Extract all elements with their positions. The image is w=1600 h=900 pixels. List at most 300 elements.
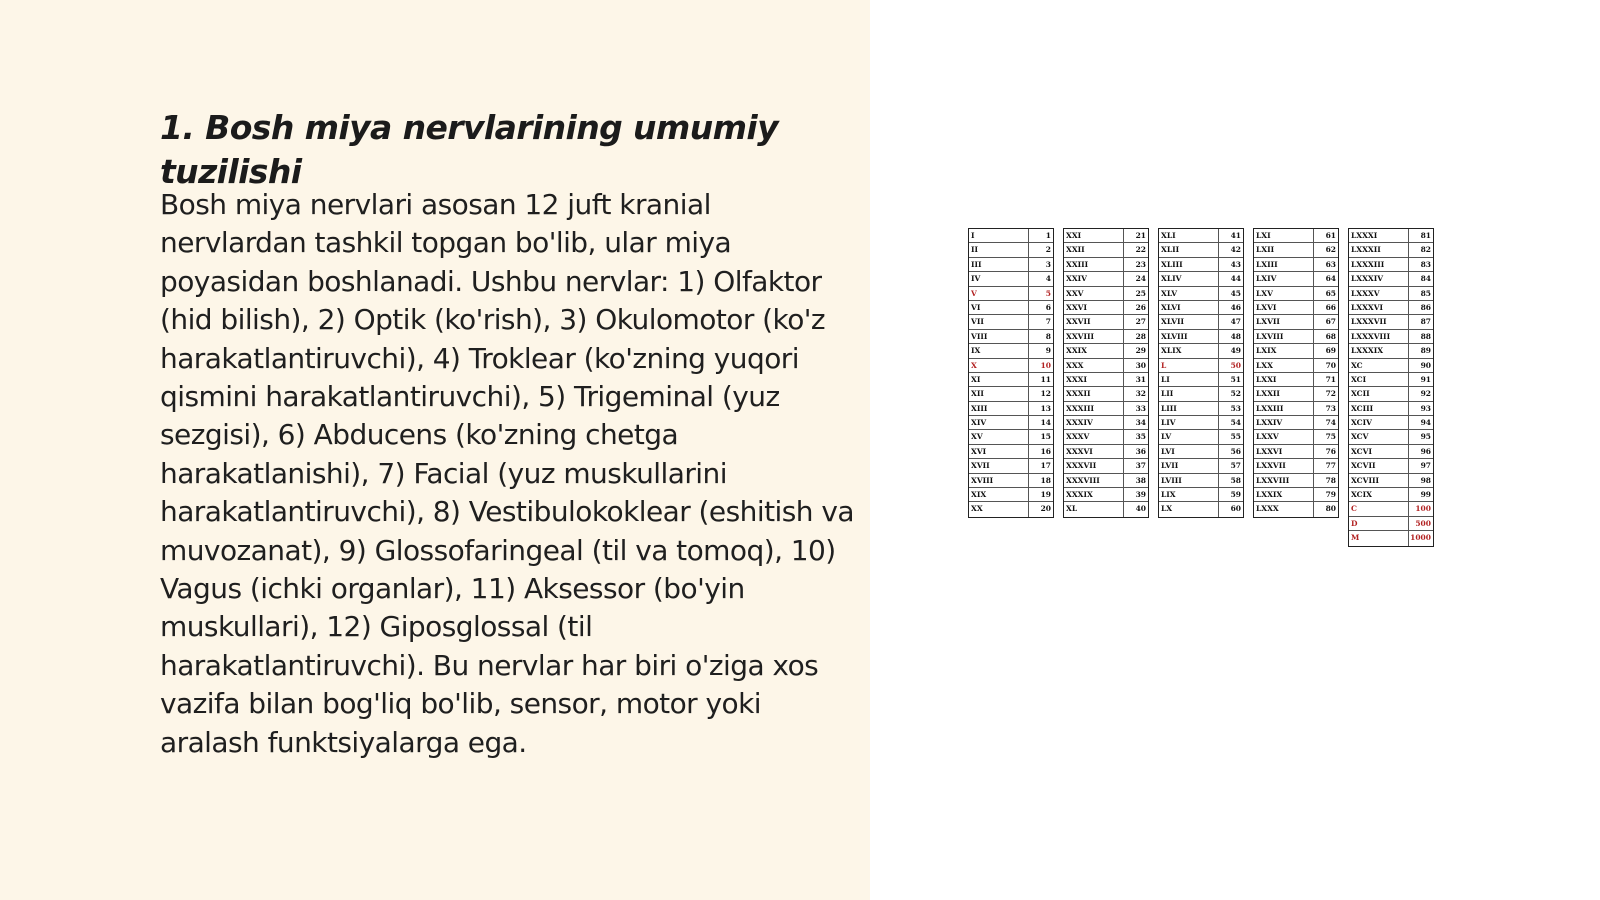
roman-numeral-cell: LXXXI	[1349, 229, 1409, 242]
arabic-number-cell: 31	[1135, 374, 1146, 384]
roman-numeral-cell: XIII	[969, 402, 1029, 415]
roman-numeral-cell: XC	[1349, 359, 1409, 372]
roman-numeral-cell: XXII	[1064, 243, 1124, 256]
roman-numeral-cell: VIII	[969, 330, 1029, 343]
roman-table-row	[1349, 373, 1433, 387]
roman-numeral-cell: XII	[969, 387, 1029, 400]
roman-table-column	[1063, 228, 1149, 518]
arabic-number-cell: 91	[1420, 374, 1431, 384]
arabic-number-cell: 1	[1045, 231, 1051, 240]
roman-table-row	[1254, 416, 1338, 430]
roman-numeral-cell: LII	[1159, 387, 1219, 400]
roman-table-row	[1064, 445, 1148, 459]
roman-numeral-cell: XXXIV	[1064, 416, 1124, 429]
roman-table-row	[1349, 459, 1433, 473]
arabic-number-cell: 15	[1040, 432, 1051, 442]
roman-numeral-cell: XLVII	[1159, 315, 1219, 328]
arabic-number-cell: 89	[1420, 346, 1431, 356]
roman-table-row	[1254, 229, 1338, 243]
roman-numeral-cell: LXVII	[1254, 315, 1314, 328]
roman-table-row	[969, 229, 1053, 243]
roman-table-row	[1254, 359, 1338, 373]
roman-numeral-cell: XCIII	[1349, 402, 1409, 415]
roman-numeral-cell: LXXXVI	[1349, 301, 1409, 314]
arabic-number-cell: 74	[1325, 418, 1336, 428]
roman-table-row	[1064, 502, 1148, 516]
roman-numeral-cell: XL	[1064, 502, 1124, 516]
roman-table-row	[1254, 459, 1338, 473]
roman-table-row	[1349, 430, 1433, 444]
arabic-number-cell: 78	[1325, 475, 1336, 485]
roman-table-row	[969, 502, 1053, 516]
roman-table-row	[969, 243, 1053, 257]
arabic-number-cell: 99	[1420, 490, 1431, 500]
arabic-number-cell: 95	[1420, 432, 1431, 442]
roman-numeral-cell: XXX	[1064, 359, 1124, 372]
roman-table-row	[1064, 315, 1148, 329]
roman-numeral-cell: LXXXVII	[1349, 315, 1409, 328]
arabic-number-cell: 42	[1230, 245, 1241, 255]
roman-numeral-cell: D	[1349, 517, 1409, 530]
roman-table-row	[1064, 387, 1148, 401]
roman-numeral-cell: LIV	[1159, 416, 1219, 429]
roman-numeral-cell: LXXV	[1254, 430, 1314, 443]
roman-numeral-cell: LXV	[1254, 287, 1314, 300]
roman-table-row	[1159, 416, 1243, 430]
arabic-number-cell: 86	[1420, 302, 1431, 312]
roman-numeral-cell: LV	[1159, 430, 1219, 443]
roman-numeral-cell: LX	[1159, 502, 1219, 516]
roman-numeral-cell: LXXXIX	[1349, 344, 1409, 357]
roman-table-row	[969, 488, 1053, 502]
roman-table-row	[1349, 287, 1433, 301]
roman-table-row	[1064, 373, 1148, 387]
arabic-number-cell: 58	[1230, 475, 1241, 485]
roman-table-row	[1254, 243, 1338, 257]
roman-numeral-cell: XXVIII	[1064, 330, 1124, 343]
roman-numeral-cell: XXXVIII	[1064, 474, 1124, 487]
arabic-number-cell: 4	[1045, 274, 1051, 284]
arabic-number-cell: 22	[1135, 245, 1146, 255]
roman-table-row	[1254, 474, 1338, 488]
roman-table-row	[969, 272, 1053, 286]
roman-table-row	[1349, 272, 1433, 286]
roman-numeral-cell: LXXIII	[1254, 402, 1314, 415]
arabic-number-cell: 5	[1045, 288, 1051, 298]
arabic-number-cell: 53	[1230, 403, 1241, 413]
roman-table-row	[1064, 258, 1148, 272]
roman-table-row	[1254, 315, 1338, 329]
arabic-number-cell: 47	[1230, 317, 1241, 327]
arabic-number-cell: 38	[1135, 475, 1146, 485]
roman-table-row	[1064, 287, 1148, 301]
arabic-number-cell: 63	[1325, 259, 1336, 269]
roman-numeral-cell: LXXVIII	[1254, 474, 1314, 487]
roman-numeral-cell: XIX	[969, 488, 1029, 501]
arabic-number-cell: 41	[1230, 231, 1241, 240]
roman-table-row	[1254, 502, 1338, 516]
roman-table-row	[1349, 359, 1433, 373]
roman-table-column	[1348, 228, 1434, 547]
roman-table-row	[1064, 474, 1148, 488]
roman-table-row	[1159, 315, 1243, 329]
roman-numeral-cell: XCIV	[1349, 416, 1409, 429]
roman-table-row	[1349, 531, 1433, 545]
arabic-number-cell: 32	[1135, 389, 1146, 399]
roman-table-row	[969, 416, 1053, 430]
roman-table-row	[1254, 430, 1338, 444]
roman-numeral-cell: XXVI	[1064, 301, 1124, 314]
roman-table-row	[1349, 387, 1433, 401]
roman-table-row	[1159, 387, 1243, 401]
roman-table-column	[1253, 228, 1339, 518]
roman-table-row	[1254, 330, 1338, 344]
arabic-number-cell: 27	[1135, 317, 1146, 327]
roman-numeral-cell: XXIII	[1064, 258, 1124, 271]
arabic-number-cell: 67	[1325, 317, 1336, 327]
arabic-number-cell: 2	[1045, 245, 1051, 255]
arabic-number-cell: 87	[1420, 317, 1431, 327]
arabic-number-cell: 94	[1420, 418, 1431, 428]
arabic-number-cell: 55	[1230, 432, 1241, 442]
arabic-number-cell: 16	[1040, 446, 1051, 456]
arabic-number-cell: 71	[1325, 374, 1336, 384]
arabic-number-cell: 45	[1230, 288, 1241, 298]
roman-table-row	[1349, 488, 1433, 502]
arabic-number-cell: 36	[1135, 446, 1146, 456]
arabic-number-cell: 79	[1325, 490, 1336, 500]
roman-numeral-cell: LXXXV	[1349, 287, 1409, 300]
roman-table-row	[1159, 287, 1243, 301]
roman-numeral-cell: X	[969, 359, 1029, 372]
roman-numeral-cell: XXXIX	[1064, 488, 1124, 501]
roman-numeral-cell: LXXXIII	[1349, 258, 1409, 271]
roman-numeral-cell: LXXXIV	[1349, 272, 1409, 285]
roman-numeral-cell: IV	[969, 272, 1029, 285]
roman-table-row	[1254, 344, 1338, 358]
roman-numeral-cell: LIX	[1159, 488, 1219, 501]
arabic-number-cell: 34	[1135, 418, 1146, 428]
roman-table-row	[1159, 258, 1243, 272]
roman-table-row	[1349, 258, 1433, 272]
roman-table-row	[1064, 272, 1148, 286]
roman-table-row	[969, 373, 1053, 387]
arabic-number-cell: 10	[1040, 360, 1051, 370]
roman-table-row	[1254, 272, 1338, 286]
arabic-number-cell: 44	[1230, 274, 1241, 284]
roman-numeral-cell: XCI	[1349, 373, 1409, 386]
roman-numeral-cell: LXXI	[1254, 373, 1314, 386]
roman-table-row	[1159, 430, 1243, 444]
arabic-number-cell: 77	[1325, 461, 1336, 471]
arabic-number-cell: 72	[1325, 389, 1336, 399]
roman-table-row	[1159, 488, 1243, 502]
roman-table-row	[969, 287, 1053, 301]
roman-numeral-cell: XLIV	[1159, 272, 1219, 285]
roman-table-row	[969, 258, 1053, 272]
roman-numeral-cell: XXXI	[1064, 373, 1124, 386]
roman-table-row	[1254, 258, 1338, 272]
roman-table-row	[1349, 243, 1433, 257]
roman-table-row	[1349, 502, 1433, 516]
roman-table-column	[968, 228, 1054, 518]
roman-table-row	[1254, 301, 1338, 315]
arabic-number-cell: 13	[1040, 403, 1051, 413]
arabic-number-cell: 81	[1420, 231, 1431, 240]
roman-numeral-cell: LVII	[1159, 459, 1219, 472]
arabic-number-cell: 70	[1325, 360, 1336, 370]
roman-numeral-cell: XXVII	[1064, 315, 1124, 328]
roman-table-row	[1349, 315, 1433, 329]
roman-table-row	[1159, 373, 1243, 387]
roman-numeral-cell: LXI	[1254, 229, 1314, 242]
arabic-number-cell: 82	[1420, 245, 1431, 255]
arabic-number-cell: 59	[1230, 490, 1241, 500]
roman-table-row	[1064, 301, 1148, 315]
arabic-number-cell: 30	[1135, 360, 1146, 370]
roman-table-row	[969, 459, 1053, 473]
arabic-number-cell: 500	[1415, 518, 1431, 528]
roman-table-row	[1159, 445, 1243, 459]
arabic-number-cell: 43	[1230, 259, 1241, 269]
arabic-number-cell: 88	[1420, 331, 1431, 341]
arabic-number-cell: 64	[1325, 274, 1336, 284]
roman-numeral-cell: XCVIII	[1349, 474, 1409, 487]
arabic-number-cell: 12	[1040, 389, 1051, 399]
arabic-number-cell: 56	[1230, 446, 1241, 456]
roman-table-row	[1159, 402, 1243, 416]
arabic-number-cell: 90	[1420, 360, 1431, 370]
roman-numeral-cell: XLIII	[1159, 258, 1219, 271]
arabic-number-cell: 18	[1040, 475, 1051, 485]
roman-numeral-cell: XXXII	[1064, 387, 1124, 400]
roman-table-row	[969, 359, 1053, 373]
arabic-number-cell: 6	[1045, 302, 1051, 312]
roman-table-row	[1159, 243, 1243, 257]
roman-table-row	[1159, 502, 1243, 516]
arabic-number-cell: 39	[1135, 490, 1146, 500]
roman-numeral-cell: LXXVI	[1254, 445, 1314, 458]
roman-table-row	[1349, 402, 1433, 416]
arabic-number-cell: 48	[1230, 331, 1241, 341]
arabic-number-cell: 40	[1135, 504, 1146, 514]
roman-numeral-cell: XLVI	[1159, 301, 1219, 314]
arabic-number-cell: 62	[1325, 245, 1336, 255]
roman-table-row	[1159, 459, 1243, 473]
roman-table-row	[1159, 229, 1243, 243]
roman-table-row	[1064, 416, 1148, 430]
slide-body-text: Bosh miya nervlari asosan 12 juft kranial nervlardan tashkil topgan bo'lib, ular miya poyasidan boshlanadi. Ushbu nervlar: 1) Olfaktor (hid bilish), 2) Optik (ko'rish), 3) Okulomotor (ko'z harakatlantiruvchi), 4) Troklear (ko'zning yuqori qismini harakatlantiruvchi), 5) Trigeminal (yuz sezgisi), 6) Abducens (ko'zning chetga harakatlanishi), 7) Facial (yuz muskullarini harakatlantiruvchi), 8) Vestibulokoklear (eshitish va muvozanat), 9) Glossofaringeal (til va tomoq), 10) Vagus (ichki organlar), 11) Aksessor (bo'yin muskullari), 12) Giposglossal (til harakatlantiruvchi). Bu nervlar har biri o'ziga xos vazifa bilan bog'liq bo'lib, sensor, motor yoki aralash funktsiyalarga ega.	[160, 188, 854, 759]
roman-table-row	[1064, 430, 1148, 444]
slide-title: 1. Bosh miya nervlarining umumiy tuzilishi	[160, 108, 779, 191]
roman-numeral-cell: XCIX	[1349, 488, 1409, 501]
roman-numeral-cell: XXXIII	[1064, 402, 1124, 415]
arabic-number-cell: 65	[1325, 288, 1336, 298]
roman-numeral-cell: XLVIII	[1159, 330, 1219, 343]
roman-numeral-cell: LI	[1159, 373, 1219, 386]
roman-numeral-cell: III	[969, 258, 1029, 271]
roman-table-row	[969, 301, 1053, 315]
roman-table-row	[969, 387, 1053, 401]
roman-numeral-cell: XCII	[1349, 387, 1409, 400]
arabic-number-cell: 9	[1045, 346, 1051, 356]
roman-table-row	[1064, 459, 1148, 473]
roman-numeral-cell: XVI	[969, 445, 1029, 458]
roman-table-row	[1254, 402, 1338, 416]
roman-numeral-cell: XXIX	[1064, 344, 1124, 357]
roman-table-row	[969, 430, 1053, 444]
roman-numeral-cell: XCVI	[1349, 445, 1409, 458]
arabic-number-cell: 54	[1230, 418, 1241, 428]
roman-numeral-cell: I	[969, 229, 1029, 242]
roman-table-row	[1064, 488, 1148, 502]
roman-numeral-cell: XLII	[1159, 243, 1219, 256]
arabic-number-cell: 3	[1045, 259, 1051, 269]
roman-numeral-cell: IX	[969, 344, 1029, 357]
roman-table-row	[1159, 301, 1243, 315]
arabic-number-cell: 100	[1415, 504, 1431, 514]
roman-numeral-cell: LXII	[1254, 243, 1314, 256]
roman-table-row	[969, 344, 1053, 358]
roman-table-row	[1064, 229, 1148, 243]
arabic-number-cell: 61	[1325, 231, 1336, 240]
roman-numeral-cell: LXIV	[1254, 272, 1314, 285]
roman-table-row	[1254, 387, 1338, 401]
roman-table-row	[969, 315, 1053, 329]
arabic-number-cell: 26	[1135, 302, 1146, 312]
roman-numeral-cell: LXXIV	[1254, 416, 1314, 429]
roman-numeral-cell: LXIX	[1254, 344, 1314, 357]
arabic-number-cell: 33	[1135, 403, 1146, 413]
roman-numeral-cell: LVI	[1159, 445, 1219, 458]
roman-numeral-cell: C	[1349, 502, 1409, 515]
arabic-number-cell: 20	[1040, 504, 1051, 514]
roman-numeral-cell: LIII	[1159, 402, 1219, 415]
arabic-number-cell: 37	[1135, 461, 1146, 471]
roman-table-row	[1254, 373, 1338, 387]
arabic-number-cell: 24	[1135, 274, 1146, 284]
roman-numeral-cell: XX	[969, 502, 1029, 516]
arabic-number-cell: 8	[1045, 331, 1051, 341]
roman-numeral-cell: II	[969, 243, 1029, 256]
arabic-number-cell: 84	[1420, 274, 1431, 284]
roman-table-row	[1064, 243, 1148, 257]
arabic-number-cell: 68	[1325, 331, 1336, 341]
arabic-number-cell: 7	[1045, 317, 1051, 327]
arabic-number-cell: 57	[1230, 461, 1241, 471]
arabic-number-cell: 75	[1325, 432, 1336, 442]
roman-numeral-cell: VI	[969, 301, 1029, 314]
arabic-number-cell: 60	[1230, 504, 1241, 514]
roman-table-row	[1349, 416, 1433, 430]
arabic-number-cell: 51	[1230, 374, 1241, 384]
roman-numeral-cell: V	[969, 287, 1029, 300]
arabic-number-cell: 46	[1230, 302, 1241, 312]
roman-table-row	[1349, 301, 1433, 315]
arabic-number-cell: 76	[1325, 446, 1336, 456]
roman-table-row	[1254, 445, 1338, 459]
roman-numeral-cell: XV	[969, 430, 1029, 443]
roman-numeral-cell: LXXXVIII	[1349, 330, 1409, 343]
arabic-number-cell: 96	[1420, 446, 1431, 456]
arabic-number-cell: 93	[1420, 403, 1431, 413]
arabic-number-cell: 92	[1420, 389, 1431, 399]
roman-numeral-cell: LXXVII	[1254, 459, 1314, 472]
arabic-number-cell: 35	[1135, 432, 1146, 442]
roman-numeral-cell: XXIV	[1064, 272, 1124, 285]
arabic-number-cell: 52	[1230, 389, 1241, 399]
arabic-number-cell: 23	[1135, 259, 1146, 269]
arabic-number-cell: 83	[1420, 259, 1431, 269]
arabic-number-cell: 17	[1040, 461, 1051, 471]
roman-table-row	[1159, 272, 1243, 286]
roman-table-row	[1254, 488, 1338, 502]
roman-numeral-cell: LXVI	[1254, 301, 1314, 314]
arabic-number-cell: 29	[1135, 346, 1146, 356]
arabic-number-cell: 85	[1420, 288, 1431, 298]
arabic-number-cell: 49	[1230, 346, 1241, 356]
roman-numeral-cell: LXXIX	[1254, 488, 1314, 501]
arabic-number-cell: 28	[1135, 331, 1146, 341]
roman-numeral-cell: VII	[969, 315, 1029, 328]
arabic-number-cell: 98	[1420, 475, 1431, 485]
roman-numeral-cell: LXXII	[1254, 387, 1314, 400]
roman-numeral-cell: XVII	[969, 459, 1029, 472]
roman-numeral-cell: XI	[969, 373, 1029, 386]
roman-numeral-cell: XLIX	[1159, 344, 1219, 357]
roman-table-row	[1159, 330, 1243, 344]
arabic-number-cell: 21	[1135, 231, 1146, 240]
roman-table-row	[969, 474, 1053, 488]
arabic-number-cell: 69	[1325, 346, 1336, 356]
roman-table-row	[1064, 330, 1148, 344]
roman-numeral-cell: LVIII	[1159, 474, 1219, 487]
roman-numeral-cell: XLI	[1159, 229, 1219, 242]
roman-numeral-cell: M	[1349, 531, 1409, 545]
arabic-number-cell: 73	[1325, 403, 1336, 413]
roman-numeral-cell: XXXV	[1064, 430, 1124, 443]
roman-table-row	[1159, 359, 1243, 373]
arabic-number-cell: 80	[1325, 504, 1336, 514]
roman-numeral-cell: XCVII	[1349, 459, 1409, 472]
roman-table-row	[1159, 344, 1243, 358]
arabic-number-cell: 97	[1420, 461, 1431, 471]
arabic-number-cell: 14	[1040, 418, 1051, 428]
arabic-number-cell: 11	[1040, 374, 1051, 384]
arabic-number-cell: 25	[1135, 288, 1146, 298]
roman-table-row	[969, 402, 1053, 416]
roman-table-row	[1349, 517, 1433, 531]
arabic-number-cell: 1000	[1410, 533, 1431, 543]
roman-table-row	[1064, 359, 1148, 373]
roman-numeral-cell: XXXVII	[1064, 459, 1124, 472]
roman-table-row	[1349, 474, 1433, 488]
roman-table-row	[1349, 229, 1433, 243]
roman-numeral-cell: XLV	[1159, 287, 1219, 300]
roman-table-row	[1064, 402, 1148, 416]
roman-numeral-cell: LXIII	[1254, 258, 1314, 271]
roman-table-row	[1159, 474, 1243, 488]
arabic-number-cell: 66	[1325, 302, 1336, 312]
roman-numeral-cell: LXVIII	[1254, 330, 1314, 343]
roman-table-row	[1064, 344, 1148, 358]
roman-numeral-cell: XXV	[1064, 287, 1124, 300]
roman-numeral-cell: LXXXII	[1349, 243, 1409, 256]
arabic-number-cell: 50	[1230, 360, 1241, 370]
roman-table-column	[1158, 228, 1244, 518]
roman-table-row	[1254, 287, 1338, 301]
roman-numeral-cell: LXX	[1254, 359, 1314, 372]
